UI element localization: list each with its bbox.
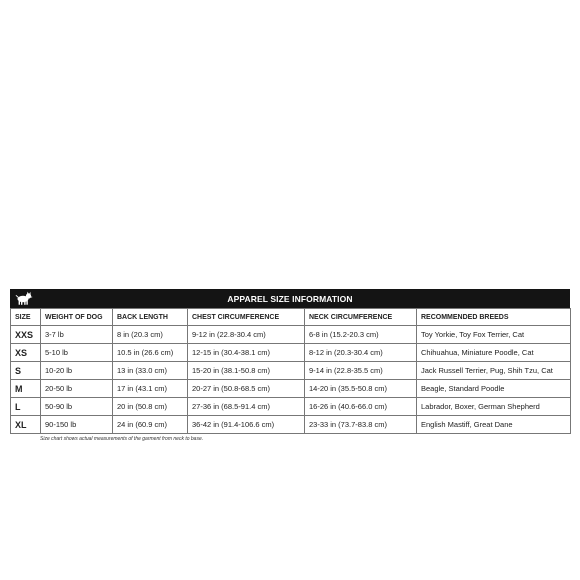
chest-cell: 20-27 in (50.8-68.5 cm) — [188, 380, 305, 398]
size-cell: XXS — [11, 326, 41, 344]
back-length-cell: 24 in (60.9 cm) — [113, 416, 188, 434]
size-cell: L — [11, 398, 41, 416]
breeds-cell: Chihuahua, Miniature Poodle, Cat — [417, 344, 571, 362]
column-header: CHEST CIRCUMFERENCE — [188, 309, 305, 326]
size-chart — [10, 289, 570, 442]
back-length-cell: 10.5 in (26.6 cm) — [113, 344, 188, 362]
breeds-cell: Labrador, Boxer, German Shepherd — [417, 398, 571, 416]
back-length-cell: 8 in (20.3 cm) — [113, 326, 188, 344]
size-cell: XL — [11, 416, 41, 434]
size-cell: XS — [11, 344, 41, 362]
column-header: BACK LENGTH — [113, 309, 188, 326]
weight-cell: 50-90 lb — [41, 398, 113, 416]
neck-cell: 9-14 in (22.8-35.5 cm) — [305, 362, 417, 380]
chest-cell: 12-15 in (30.4-38.1 cm) — [188, 344, 305, 362]
column-header: WEIGHT OF DOG — [41, 309, 113, 326]
neck-cell: 8-12 in (20.3-30.4 cm) — [305, 344, 417, 362]
back-length-cell: 20 in (50.8 cm) — [113, 398, 188, 416]
size-table — [10, 308, 571, 434]
chest-cell: 15-20 in (38.1-50.8 cm) — [188, 362, 305, 380]
neck-cell: 6-8 in (15.2-20.3 cm) — [305, 326, 417, 344]
table-row — [11, 380, 571, 398]
chest-cell: 9-12 in (22.8-30.4 cm) — [188, 326, 305, 344]
footnote: Size chart shows actual measurements of the garment from neck to base. — [40, 436, 204, 442]
column-header: SIZE — [11, 309, 41, 326]
weight-cell: 90-150 lb — [41, 416, 113, 434]
neck-cell: 14-20 in (35.5-50.8 cm) — [305, 380, 417, 398]
column-header: NECK CIRCUMFERENCE — [305, 309, 417, 326]
table-header-row — [11, 309, 571, 326]
chest-cell: 27-36 in (68.5-91.4 cm) — [188, 398, 305, 416]
chart-title: APPAREL SIZE INFORMATION — [227, 293, 353, 304]
table-row — [11, 398, 571, 416]
chart-header — [10, 289, 570, 308]
table-row — [11, 416, 571, 434]
column-header: RECOMMENDED BREEDS — [417, 309, 571, 326]
table-row — [11, 344, 571, 362]
breeds-cell: Toy Yorkie, Toy Fox Terrier, Cat — [417, 326, 571, 344]
weight-cell: 3-7 lb — [41, 326, 113, 344]
neck-cell: 23-33 in (73.7-83.8 cm) — [305, 416, 417, 434]
table-row — [11, 362, 571, 380]
breeds-cell: English Mastiff, Great Dane — [417, 416, 571, 434]
weight-cell: 20-50 lb — [41, 380, 113, 398]
weight-cell: 10-20 lb — [41, 362, 113, 380]
table-row — [11, 326, 571, 344]
back-length-cell: 13 in (33.0 cm) — [113, 362, 188, 380]
breeds-cell: Jack Russell Terrier, Pug, Shih Tzu, Cat — [417, 362, 571, 380]
weight-cell: 5-10 lb — [41, 344, 113, 362]
dog-icon — [15, 291, 33, 306]
size-cell: S — [11, 362, 41, 380]
back-length-cell: 17 in (43.1 cm) — [113, 380, 188, 398]
breeds-cell: Beagle, Standard Poodle — [417, 380, 571, 398]
neck-cell: 16-26 in (40.6-66.0 cm) — [305, 398, 417, 416]
size-cell: M — [11, 380, 41, 398]
chest-cell: 36-42 in (91.4-106.6 cm) — [188, 416, 305, 434]
